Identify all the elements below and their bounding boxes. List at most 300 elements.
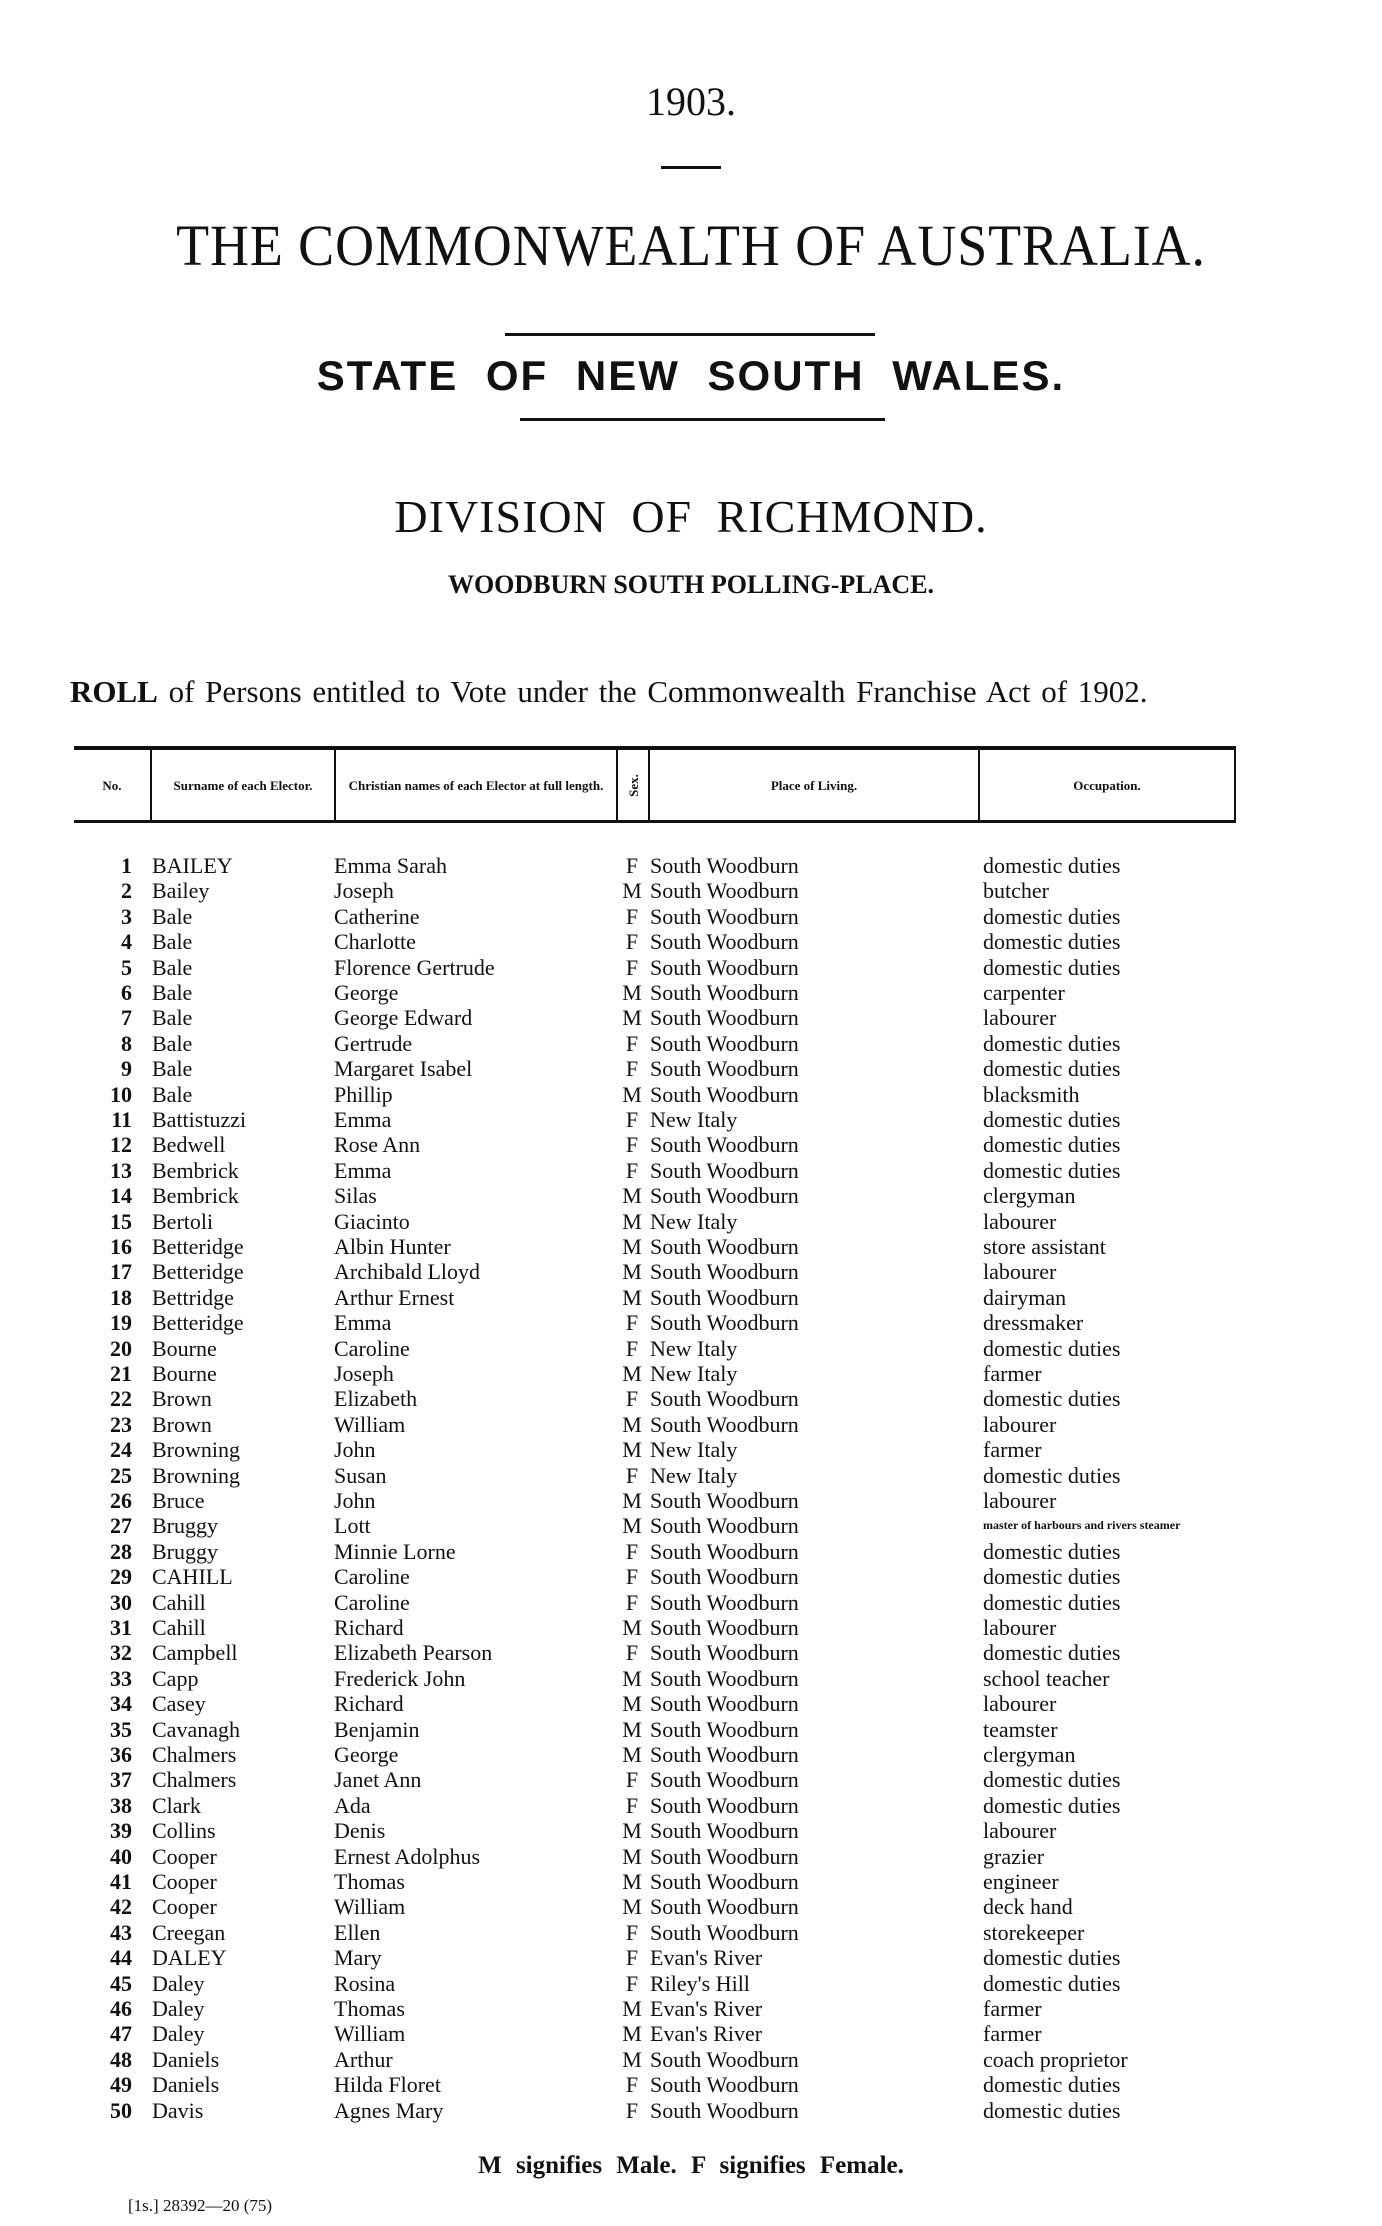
christian-names-cell: Minnie Lorne [334, 1538, 456, 1564]
christian-names-cell: Arthur [334, 2046, 393, 2072]
christian-names-cell: Elizabeth Pearson [334, 1640, 493, 1666]
table-row [0, 1463, 1382, 1488]
christian-names-cell: Rose Ann [334, 1132, 421, 1158]
sex-cell: F [625, 1640, 639, 1666]
place-of-living-cell: South Woodburn [650, 1411, 799, 1437]
sex-cell: M [622, 1869, 642, 1894]
sex-cell: F [625, 1310, 639, 1336]
table-row [0, 904, 1382, 929]
place-of-living-cell: Evan's River [650, 2021, 763, 2047]
christian-names-cell: Richard [334, 1615, 404, 1640]
occupation-cell: domestic duties [983, 1107, 1121, 1132]
column-header-christian-names: Christian names of each Elector at full length. [334, 750, 616, 820]
place-of-living-cell: South Woodburn [650, 1183, 799, 1209]
christian-names-cell: Ada [334, 1792, 371, 1818]
occupation-cell: domestic duties [983, 1945, 1121, 1971]
sex-cell: M [622, 1005, 642, 1031]
surname-cell: Cahill [152, 1615, 206, 1640]
row-number: 21 [110, 1361, 132, 1386]
sex-cell: F [625, 1767, 639, 1793]
table-row [0, 1640, 1382, 1665]
row-number: 30 [110, 1589, 132, 1615]
surname-cell: Brown [152, 1411, 212, 1437]
place-of-living-cell: Evan's River [650, 1996, 763, 2021]
surname-cell: Campbell [152, 1640, 238, 1666]
surname-cell: Bale [152, 929, 193, 955]
occupation-cell: labourer [983, 1411, 1057, 1437]
place-of-living-cell: South Woodburn [650, 1792, 799, 1818]
table-row [0, 1564, 1382, 1589]
table-row [0, 878, 1382, 903]
christian-names-cell: Emma [334, 1157, 392, 1183]
sex-cell: F [625, 1107, 639, 1132]
occupation-cell: teamster [983, 1716, 1058, 1742]
surname-cell: Bettridge [152, 1284, 234, 1310]
table-row [0, 1615, 1382, 1640]
sex-cell: M [622, 2046, 642, 2072]
sex-cell: M [622, 1513, 642, 1539]
surname-cell: Casey [152, 1691, 206, 1717]
row-number: 44 [110, 1945, 132, 1971]
row-number: 19 [110, 1310, 132, 1336]
table-row [0, 1082, 1382, 1107]
place-of-living-cell: South Woodburn [650, 929, 799, 955]
sex-cell: M [622, 1665, 642, 1691]
divider-rule [520, 418, 885, 421]
christian-names-cell: Janet Ann [334, 1767, 422, 1793]
row-number: 43 [110, 1919, 132, 1945]
row-number: 29 [110, 1564, 132, 1590]
row-number: 41 [110, 1869, 132, 1894]
sex-cell: M [622, 1259, 642, 1285]
occupation-cell: labourer [983, 1259, 1057, 1285]
surname-cell: Chalmers [152, 1742, 237, 1767]
table-row [0, 1310, 1382, 1335]
occupation-cell: farmer [983, 1437, 1042, 1463]
sex-cell: M [622, 1437, 642, 1463]
sex-cell: M [622, 1843, 642, 1869]
occupation-cell: domestic duties [983, 1030, 1121, 1056]
surname-cell: Bembrick [152, 1183, 239, 1209]
place-of-living-cell: South Woodburn [650, 1818, 799, 1844]
sex-cell: M [622, 1234, 642, 1259]
place-of-living-cell: South Woodburn [650, 1259, 799, 1285]
christian-names-cell: Emma [334, 1107, 392, 1132]
occupation-cell: blacksmith [983, 1081, 1080, 1107]
occupation-cell: labourer [983, 1208, 1057, 1234]
place-of-living-cell: South Woodburn [650, 1056, 799, 1082]
sex-cell: F [625, 2072, 639, 2098]
place-of-living-cell: Riley's Hill [650, 1970, 750, 1996]
sex-cell: F [625, 1056, 639, 1082]
row-number: 1 [121, 853, 132, 878]
surname-cell: Chalmers [152, 1767, 237, 1793]
christian-names-cell: Susan [334, 1462, 387, 1488]
christian-names-cell: George [334, 1742, 399, 1767]
table-row [0, 2072, 1382, 2097]
sex-cell: F [625, 1589, 639, 1615]
place-of-living-cell: South Woodburn [650, 1157, 799, 1183]
christian-names-cell: Ernest Adolphus [334, 1843, 481, 1869]
christian-names-cell: Agnes Mary [334, 2097, 444, 2123]
surname-cell: DALEY [152, 1945, 227, 1971]
surname-cell: Browning [152, 1437, 240, 1463]
surname-cell: Betteridge [152, 1259, 244, 1285]
surname-cell: CAHILL [152, 1564, 233, 1590]
christian-names-cell: Rosina [334, 1970, 396, 1996]
occupation-cell: clergyman [983, 1183, 1076, 1209]
row-number: 27 [110, 1513, 132, 1539]
table-row [0, 1412, 1382, 1437]
sex-cell: M [622, 1361, 642, 1386]
christian-names-cell: Archibald Lloyd [334, 1259, 481, 1285]
table-row [0, 1691, 1382, 1716]
row-number: 18 [110, 1284, 132, 1310]
occupation-cell: farmer [983, 1361, 1042, 1386]
row-number: 7 [121, 1005, 132, 1031]
sex-cell: M [622, 1894, 642, 1920]
occupation-cell: domestic duties [983, 1132, 1121, 1158]
sex-cell: F [625, 1945, 639, 1971]
place-of-living-cell: South Woodburn [650, 1538, 799, 1564]
christian-names-cell: Elizabeth [334, 1386, 418, 1412]
place-of-living-cell: South Woodburn [650, 1665, 799, 1691]
surname-cell: Daley [152, 2021, 205, 2047]
row-number: 47 [110, 2021, 132, 2047]
roll-label: ROLL [70, 674, 158, 709]
column-header-no: No. [102, 777, 122, 793]
christian-names-cell: John [334, 1437, 376, 1463]
sex-cell: M [622, 1284, 642, 1310]
christian-names-cell: Ellen [334, 1919, 381, 1945]
place-of-living-cell: South Woodburn [650, 1869, 799, 1894]
surname-cell: Cooper [152, 1894, 217, 1920]
sex-cell: M [622, 878, 642, 904]
table-row [0, 1920, 1382, 1945]
division-heading: DIVISION OF RICHMOND. [394, 491, 988, 542]
row-number: 42 [110, 1894, 132, 1920]
place-of-living-cell: South Woodburn [650, 2072, 799, 2098]
table-row [0, 1132, 1382, 1157]
row-number: 8 [121, 1030, 132, 1056]
row-number: 40 [110, 1843, 132, 1869]
surname-cell: Collins [152, 1818, 216, 1844]
row-number: 33 [110, 1665, 132, 1691]
row-number: 23 [110, 1411, 132, 1437]
place-of-living-cell: South Woodburn [650, 1488, 799, 1513]
surname-cell: Creegan [152, 1919, 226, 1945]
occupation-cell: domestic duties [983, 1792, 1121, 1818]
sex-cell: M [622, 980, 642, 1005]
occupation-cell: domestic duties [983, 1589, 1121, 1615]
christian-names-cell: Gertrude [334, 1030, 413, 1056]
row-number: 37 [110, 1767, 132, 1793]
christian-names-cell: George Edward [334, 1005, 473, 1031]
row-number: 6 [121, 980, 132, 1005]
row-number: 17 [110, 1259, 132, 1285]
sex-cell: F [625, 1335, 639, 1361]
christian-names-cell: Joseph [334, 878, 394, 904]
table-row [0, 1005, 1382, 1030]
row-number: 4 [121, 929, 132, 955]
surname-cell: Cavanagh [152, 1716, 240, 1742]
occupation-cell: domestic duties [983, 1640, 1121, 1666]
occupation-cell: domestic duties [983, 1157, 1121, 1183]
row-number: 35 [110, 1716, 132, 1742]
state-heading: STATE OF NEW SOUTH WALES. [316, 352, 1066, 399]
row-number: 28 [110, 1538, 132, 1564]
christian-names-cell: Thomas [334, 1996, 405, 2021]
row-number: 10 [110, 1081, 132, 1107]
surname-cell: Bruggy [152, 1538, 218, 1564]
christian-names-cell: George [334, 980, 399, 1005]
christian-names-cell: William [334, 1411, 406, 1437]
sex-cell: F [625, 1792, 639, 1818]
place-of-living-cell: South Woodburn [650, 1513, 799, 1539]
place-of-living-cell: South Woodburn [650, 954, 799, 980]
table-row [0, 1234, 1382, 1259]
row-number: 24 [110, 1437, 132, 1463]
row-number: 22 [110, 1386, 132, 1412]
christian-names-cell: Charlotte [334, 929, 416, 955]
sex-cell: F [625, 853, 639, 878]
surname-cell: Bembrick [152, 1157, 239, 1183]
occupation-cell: domestic duties [983, 954, 1121, 980]
surname-cell: Bruce [152, 1488, 205, 1513]
occupation-cell: domestic duties [983, 929, 1121, 955]
surname-cell: Clark [152, 1792, 201, 1818]
row-number: 5 [121, 954, 132, 980]
occupation-cell: storekeeper [983, 1919, 1085, 1945]
surname-cell: Daley [152, 1970, 205, 1996]
table-row [0, 1183, 1382, 1208]
sex-cell: F [625, 2097, 639, 2123]
roll-description-text: of Persons entitled to Vote under the Commonwealth Franchise Act of 1902. [157, 674, 1148, 709]
row-number: 50 [110, 2097, 132, 2123]
occupation-cell: labourer [983, 1005, 1057, 1031]
place-of-living-cell: South Woodburn [650, 1081, 799, 1107]
place-of-living-cell: New Italy [650, 1462, 738, 1488]
christian-names-cell: Arthur Ernest [334, 1284, 455, 1310]
sex-cell: M [622, 1742, 642, 1767]
occupation-cell: domestic duties [983, 903, 1121, 929]
column-header-occupation: Occupation. [978, 750, 1236, 820]
column-header-sex-label: Sex. [625, 773, 641, 797]
printer-code: [1s.] 28392—20 (75) [128, 2196, 273, 2215]
occupation-cell: domestic duties [983, 1462, 1121, 1488]
surname-cell: Davis [152, 2097, 204, 2123]
surname-cell: Bruggy [152, 1513, 218, 1539]
occupation-cell: school teacher [983, 1665, 1110, 1691]
column-header-surname: Surname of each Elector. [150, 750, 334, 820]
christian-names-cell: Albin Hunter [334, 1234, 451, 1259]
occupation-cell: domestic duties [983, 1767, 1121, 1793]
surname-cell: Bale [152, 1056, 193, 1082]
row-number: 31 [110, 1615, 132, 1640]
row-number: 25 [110, 1462, 132, 1488]
place-of-living-cell: South Woodburn [650, 1589, 799, 1615]
place-of-living-cell: South Woodburn [650, 2046, 799, 2072]
surname-cell: Cahill [152, 1589, 206, 1615]
row-number: 3 [121, 903, 132, 929]
place-of-living-cell: South Woodburn [650, 1564, 799, 1590]
occupation-cell: domestic duties [983, 1564, 1121, 1590]
occupation-cell: domestic duties [983, 2097, 1121, 2123]
surname-cell: Daley [152, 1996, 205, 2021]
place-of-living-cell: South Woodburn [650, 1919, 799, 1945]
table-row [0, 1717, 1382, 1742]
place-of-living-cell: South Woodburn [650, 1615, 799, 1640]
surname-cell: Bourne [152, 1361, 217, 1386]
table-row [0, 1818, 1382, 1843]
page-title: THE COMMONWEALTH OF AUSTRALIA. [176, 213, 1206, 278]
sex-cell: F [625, 1030, 639, 1056]
sex-cell: M [622, 1691, 642, 1717]
polling-place-heading: WOODBURN SOUTH POLLING-PLACE. [447, 570, 935, 599]
occupation-cell: domestic duties [983, 2072, 1121, 2098]
sex-cell: M [622, 1996, 642, 2021]
surname-cell: Brown [152, 1386, 212, 1412]
table-row [0, 1742, 1382, 1767]
table-row [0, 1158, 1382, 1183]
place-of-living-cell: New Italy [650, 1335, 738, 1361]
column-header-place: Place of Living. [648, 750, 978, 820]
table-row [0, 1894, 1382, 1919]
place-of-living-cell: South Woodburn [650, 853, 799, 878]
occupation-cell: labourer [983, 1818, 1057, 1844]
occupation-cell: clergyman [983, 1742, 1076, 1767]
table-row [0, 2047, 1382, 2072]
surname-cell: BAILEY [152, 853, 233, 878]
place-of-living-cell: South Woodburn [650, 878, 799, 904]
sex-cell: F [625, 903, 639, 929]
table-row [0, 1844, 1382, 1869]
place-of-living-cell: South Woodburn [650, 1132, 799, 1158]
place-of-living-cell: South Woodburn [650, 980, 799, 1005]
place-of-living-cell: South Woodburn [650, 1767, 799, 1793]
place-of-living-cell: South Woodburn [650, 1284, 799, 1310]
christian-names-cell: William [334, 1894, 406, 1920]
table-row [0, 1285, 1382, 1310]
table-row [0, 980, 1382, 1005]
sex-cell: F [625, 1157, 639, 1183]
christian-names-cell: Hilda Floret [334, 2072, 441, 2098]
row-number: 15 [110, 1208, 132, 1234]
place-of-living-cell: South Woodburn [650, 1310, 799, 1336]
place-of-living-cell: New Italy [650, 1361, 738, 1386]
place-of-living-cell: South Woodburn [650, 2097, 799, 2123]
christian-names-cell: Richard [334, 1691, 404, 1717]
table-row [0, 929, 1382, 954]
christian-names-cell: Florence Gertrude [334, 954, 495, 980]
christian-names-cell: Phillip [334, 1081, 393, 1107]
occupation-cell: deck hand [983, 1894, 1073, 1920]
occupation-cell: farmer [983, 1996, 1042, 2021]
row-number: 13 [110, 1157, 132, 1183]
table-row [0, 1336, 1382, 1361]
place-of-living-cell: South Woodburn [650, 1716, 799, 1742]
occupation-cell: carpenter [983, 980, 1065, 1005]
place-of-living-cell: South Woodburn [650, 1234, 799, 1259]
occupation-cell: domestic duties [983, 1538, 1121, 1564]
place-of-living-cell: Evan's River [650, 1945, 763, 1971]
sex-cell: F [625, 954, 639, 980]
surname-cell: Capp [152, 1665, 199, 1691]
table-row [0, 1437, 1382, 1462]
christian-names-cell: John [334, 1488, 376, 1513]
surname-cell: Cooper [152, 1869, 217, 1894]
table-row [0, 1539, 1382, 1564]
table-row [0, 1590, 1382, 1615]
christian-names-cell: Mary [334, 1945, 382, 1971]
row-number: 39 [110, 1818, 132, 1844]
table-row [0, 1793, 1382, 1818]
christian-names-cell: Benjamin [334, 1716, 420, 1742]
row-number: 26 [110, 1488, 132, 1513]
occupation-cell: domestic duties [983, 1386, 1121, 1412]
surname-cell: Bale [152, 1030, 193, 1056]
sex-cell: M [622, 1208, 642, 1234]
table-row [0, 1386, 1382, 1411]
place-of-living-cell: South Woodburn [650, 1005, 799, 1031]
table-row [0, 2098, 1382, 2123]
sex-cell: F [625, 1462, 639, 1488]
surname-cell: Browning [152, 1462, 240, 1488]
sex-cell: F [625, 1970, 639, 1996]
sex-cell: F [625, 1564, 639, 1590]
sex-cell: M [622, 2021, 642, 2047]
surname-cell: Betteridge [152, 1234, 244, 1259]
christian-names-cell: Emma [334, 1310, 392, 1336]
christian-names-cell: Catherine [334, 903, 420, 929]
place-of-living-cell: South Woodburn [650, 1691, 799, 1717]
table-row [0, 1869, 1382, 1894]
row-number: 11 [111, 1107, 132, 1132]
sex-cell: F [625, 1132, 639, 1158]
table-row [0, 853, 1382, 878]
occupation-cell: store assistant [983, 1234, 1106, 1259]
christian-names-cell: Caroline [334, 1564, 410, 1590]
row-number: 16 [110, 1234, 132, 1259]
place-of-living-cell: New Italy [650, 1208, 738, 1234]
row-number: 2 [121, 878, 132, 904]
row-number: 9 [121, 1056, 132, 1082]
row-number: 34 [110, 1691, 132, 1717]
place-of-living-cell: South Woodburn [650, 1030, 799, 1056]
occupation-cell: labourer [983, 1488, 1057, 1513]
christian-names-cell: Thomas [334, 1869, 405, 1894]
christian-names-cell: William [334, 2021, 406, 2047]
table-row [0, 1945, 1382, 1970]
surname-cell: Battistuzzi [152, 1107, 247, 1132]
roll-description [70, 674, 1250, 710]
year-heading: 1903. [646, 79, 736, 124]
row-number: 38 [110, 1792, 132, 1818]
surname-cell: Bale [152, 1005, 193, 1031]
sex-cell: M [622, 1488, 642, 1513]
occupation-cell: domestic duties [983, 853, 1121, 878]
surname-cell: Daniels [152, 2046, 220, 2072]
surname-cell: Betteridge [152, 1310, 244, 1336]
sex-cell: F [625, 1386, 639, 1412]
occupation-cell: engineer [983, 1869, 1059, 1894]
table-row [0, 1259, 1382, 1284]
occupation-cell: butcher [983, 878, 1049, 904]
christian-names-cell: Lott [334, 1513, 371, 1539]
place-of-living-cell: New Italy [650, 1437, 738, 1463]
surname-cell: Daniels [152, 2072, 220, 2098]
table-row [0, 1107, 1382, 1132]
